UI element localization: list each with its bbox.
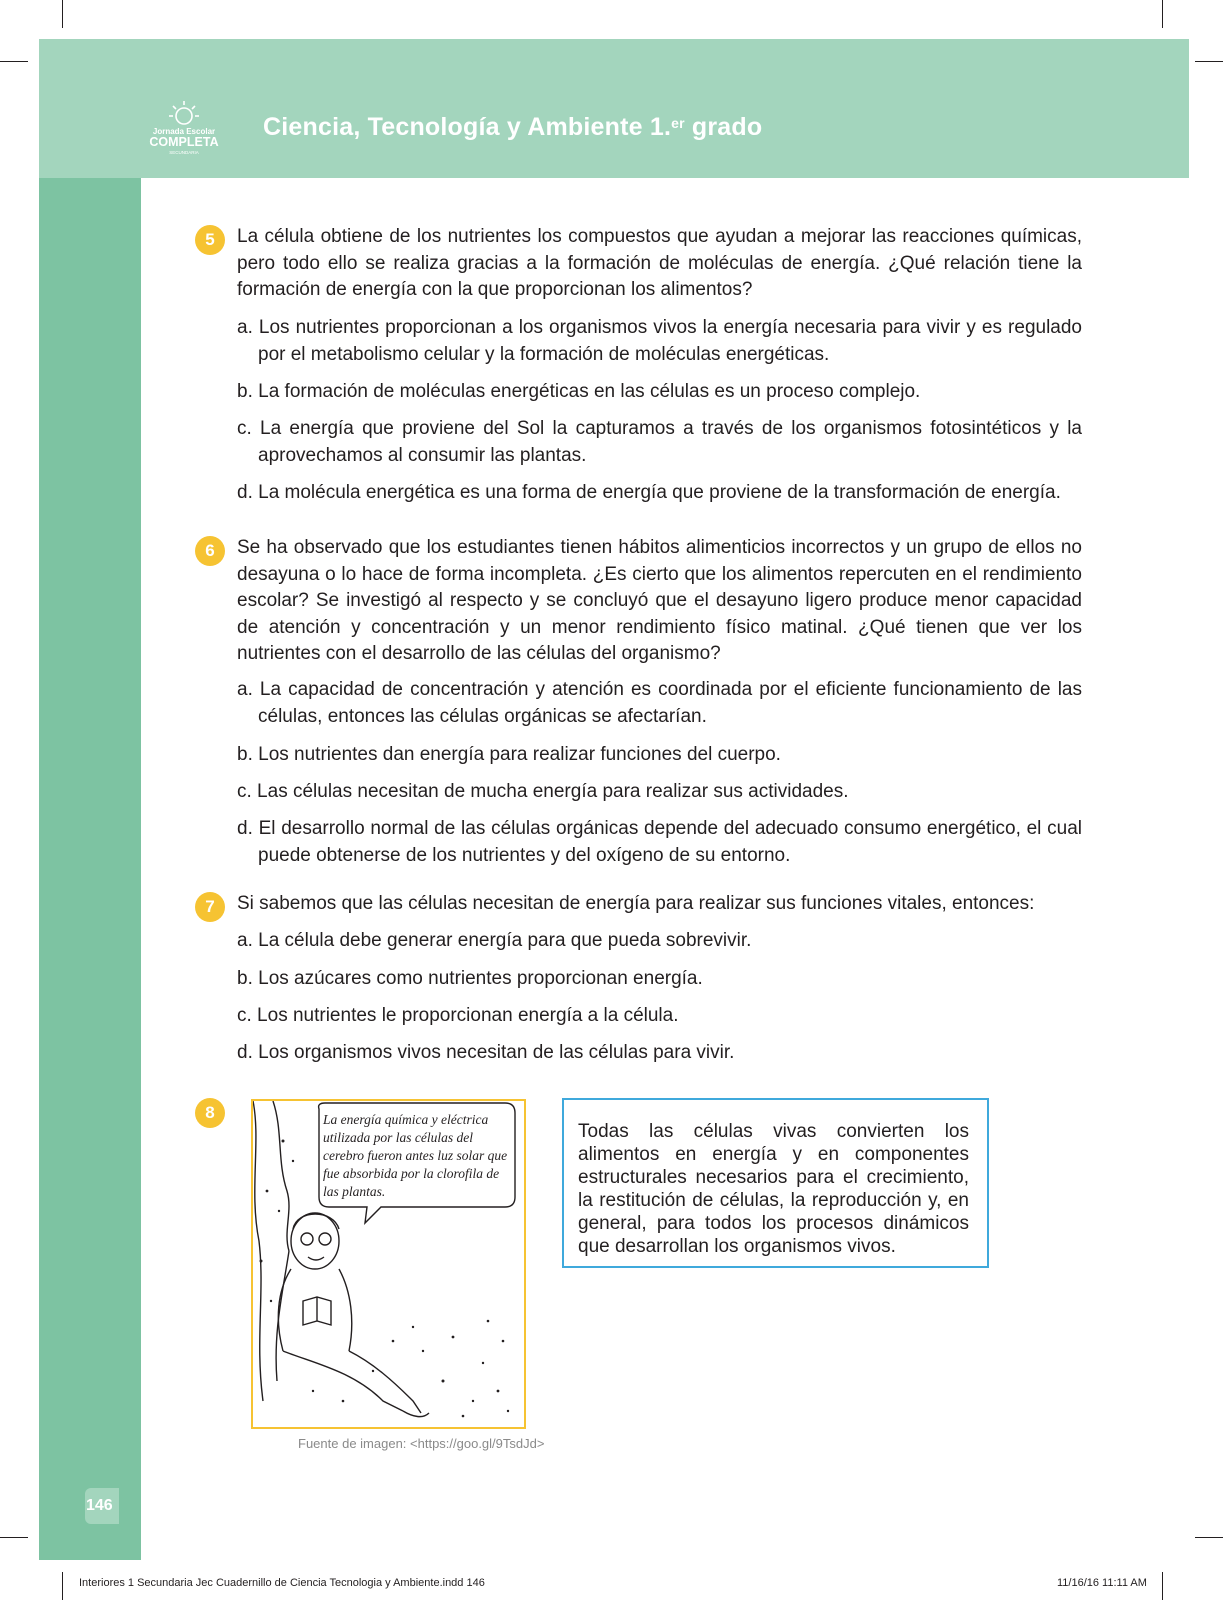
crop-mark xyxy=(0,1537,28,1538)
question-stem: La célula obtiene de los nutrientes los compuestos que ayudan a mejorar las reacciones químicas, pero todo ello se realiza gracias a la formación de moléculas de energía. ¿Qué relación tiene la formación de energía con la que proporcionan los alimentos? xyxy=(237,226,1082,300)
title-end: grado xyxy=(684,113,763,141)
answer-option: d. La molécula energética es una forma de energía que proviene de la transformación de energía. xyxy=(237,482,1061,503)
question-number-badge: 7 xyxy=(195,892,225,922)
page-number: 146 xyxy=(86,1497,113,1514)
crop-mark xyxy=(1195,61,1223,62)
logo-line1: Jornada Escolar xyxy=(152,127,216,136)
answer-option: b. Los nutrientes dan energía para realizar funciones del cuerpo. xyxy=(237,744,781,765)
jornada-escolar-logo xyxy=(142,98,226,158)
logo-line2: COMPLETA xyxy=(149,135,219,149)
crop-mark xyxy=(1195,1537,1223,1538)
answer-option: a. Los nutrientes proporcionan a los organismos vivos la energía necesaria para vivir y es regulado por el metabolismo celular y la formación de moléculas energéticas. xyxy=(237,317,1082,365)
image-source-caption: Fuente de imagen: <https://goo.gl/9TsdJd> xyxy=(298,1436,545,1451)
crop-mark xyxy=(0,61,28,62)
crop-mark xyxy=(1162,1572,1163,1600)
answer-option: c. La energía que proviene del Sol la capturamos a través de los organismos fotosintéticos y la aprovechamos al consumir las plantas. xyxy=(237,418,1082,466)
crop-mark xyxy=(1162,0,1163,28)
footer-file-slug: Interiores 1 Secundaria Jec Cuadernillo de Ciencia Tecnologia y Ambiente.indd 146 xyxy=(79,1577,485,1589)
answer-option: a. La célula debe generar energía para que pueda sobrevivir. xyxy=(237,930,752,951)
answer-option: a. La capacidad de concentración y atención es coordinada por el eficiente funcionamiento de las células, entonces las células orgánicas se afectarían. xyxy=(237,679,1082,727)
question-number-badge: 6 xyxy=(195,536,225,566)
title-main: Ciencia, Tecnología y Ambiente 1. xyxy=(263,113,672,141)
footer-timestamp: 11/16/16 11:11 AM xyxy=(1057,1577,1147,1589)
answer-option: c. Las células necesitan de mucha energía para realizar sus actividades. xyxy=(237,781,849,802)
page-title xyxy=(263,113,762,142)
title-superscript: er xyxy=(671,115,685,131)
question-number-badge: 5 xyxy=(195,225,225,255)
crop-mark xyxy=(62,0,63,28)
answer-option: c. Los nutrientes le proporcionan energía a la célula. xyxy=(237,1005,679,1026)
info-box: Todas las células vivas convierten los alimentos en energía y en componentes estructurales necesarios para el crecimiento, la restitución de células, la reproducción y, en general, para todos los procesos dinámicos que desarrollan los organismos vivos. xyxy=(562,1098,989,1268)
question-stem: Se ha observado que los estudiantes tienen hábitos alimenticios incorrectos y un grupo de ellos no desayuna o lo hace de forma incompleta. ¿Es cierto que los alimentos repercuten en el rendimiento escolar? Se investigó al respecto y se concluyó que el desayuno ligero produce menor capacidad de atención y concentración y un menor rendimiento físico matinal. ¿Qué tienen que ver los nutrientes con el desarrollo de las células del organismo? xyxy=(237,537,1082,664)
answer-option: d. Los organismos vivos necesitan de las células para vivir. xyxy=(237,1042,735,1063)
left-sidebar xyxy=(39,178,141,1560)
logo-line3: SECUNDARIA xyxy=(169,150,199,155)
illustration-frame xyxy=(251,1099,526,1429)
answer-option: b. Los azúcares como nutrientes proporcionan energía. xyxy=(237,968,703,989)
crop-mark xyxy=(62,1572,63,1600)
question-stem: Si sabemos que las células necesitan de energía para realizar sus funciones vitales, entonces: xyxy=(237,893,1035,914)
speech-bubble-text: La energía química y eléctrica utilizada por las células del cerebro fueron antes luz solar que fue absorbida por la clorofila de las plantas. xyxy=(323,1112,508,1199)
answer-option: b. La formación de moléculas energéticas en las células es un proceso complejo. xyxy=(237,381,921,402)
answer-option: d. El desarrollo normal de las células orgánicas depende del adecuado consumo energético, el cual puede obtenerse de los nutrientes y del oxígeno de su entorno. xyxy=(237,818,1082,866)
question-number-badge: 8 xyxy=(195,1098,225,1128)
